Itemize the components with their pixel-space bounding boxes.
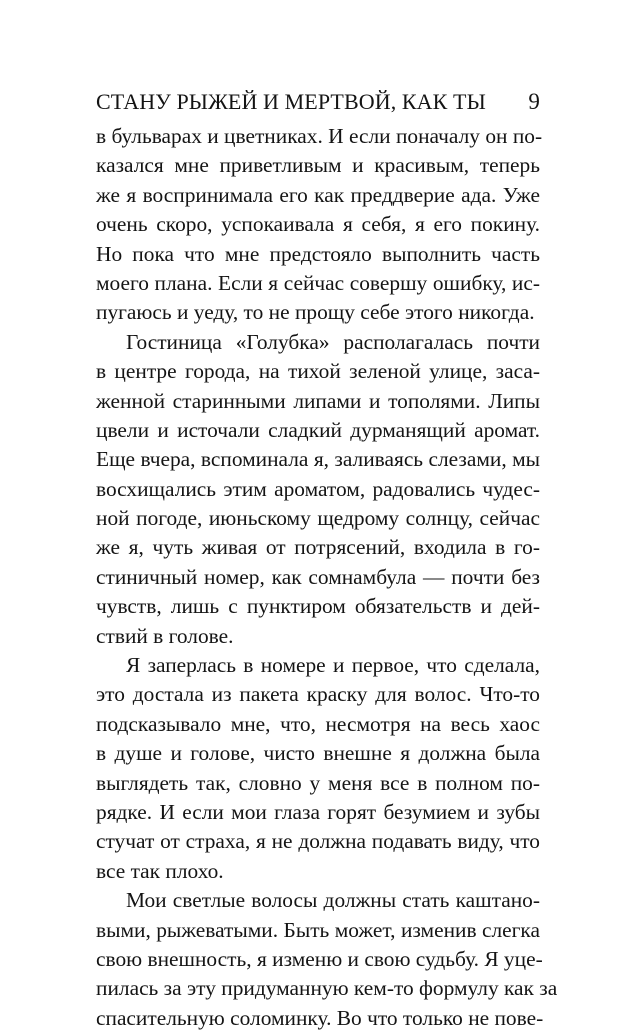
text-line: подсказывало мне, что, несмотря на весь хаос (96, 711, 540, 736)
book-page (96, 88, 558, 1033)
text-line: чувств, лишь с пунктиром обязательств и дей- (96, 594, 540, 619)
text-line: Еще вчера, вспоминала я, заливаясь слезами, мы (96, 447, 540, 472)
running-head (96, 88, 540, 122)
text-line: Я заперлась в номере и первое, что сделала, (126, 653, 540, 678)
text-line: в бульварах и цветниках. И если поначалу он по- (96, 124, 543, 148)
text-line: свою внешность, я изменю и свою судьбу. Я уце- (96, 946, 543, 971)
text-line: моего плана. Если я сейчас совершу ошибку, ис- (96, 270, 540, 295)
text-line: выми, рыжеватыми. Быть может, изменив слегка (96, 917, 540, 942)
paragraph-1 (96, 122, 543, 328)
text-line: восхищались этим ароматом, радовались чудес- (96, 476, 540, 501)
text-line: ствий в голове. (96, 623, 234, 648)
text-line: же я воспринимала его как преддверие ада. Уже (96, 182, 540, 207)
text-line: казался мне приветливым и красивым, теперь (96, 153, 540, 178)
paragraph-3 (96, 651, 540, 886)
text-line: цвели и источали сладкий дурманящий аромат. (96, 417, 540, 442)
text-line: в центре города, на тихой зеленой улице, заса- (96, 359, 540, 384)
paragraph-2 (96, 328, 540, 651)
text-line: стиничный номер, как сомнамбула — почти без (96, 564, 540, 589)
text-line: Но пока что мне предстояло выполнить часть (96, 241, 540, 266)
text-line: спасительную соломинку. Во что только не пове- (96, 1005, 544, 1030)
text-line: же я, чуть живая от потрясений, входила в го- (96, 535, 540, 560)
body-text (96, 122, 558, 1033)
text-line: очень скоро, успокаивала я себя, я его покину. (96, 212, 540, 237)
text-line: все так плохо. (96, 858, 224, 883)
text-line: выглядеть так, словно у меня все в полном по- (96, 770, 540, 795)
text-line: женной старинными липами и тополями. Липы (96, 388, 540, 413)
text-line: Гостиница «Голубка» располагалась почти (126, 329, 540, 354)
text-line: это достала из пакета краску для волос. Что-то (96, 682, 540, 707)
text-line: Мои светлые волосы должны стать каштано- (126, 888, 540, 913)
text-line: в душе и голове, чисто внешне я должна была (96, 741, 540, 766)
text-line: рядке. И если мои глаза горят безумием и зубы (96, 799, 540, 824)
page-number: 9 (528, 89, 540, 114)
running-head-title: СТАНУ РЫЖЕЙ И МЕРТВОЙ, КАК ТЫ (96, 89, 486, 114)
paragraph-4 (96, 886, 558, 1033)
text-line: ной погоде, июньскому щедрому солнцу, сейчас (96, 506, 540, 531)
text-line: пугаюсь и уеду, то не прощу себе этого никогда. (96, 300, 535, 325)
text-line: пилась за эту придуманную кем-то формулу как за (96, 976, 558, 1001)
text-line: стучат от страха, я не должна подавать виду, что (96, 829, 540, 854)
